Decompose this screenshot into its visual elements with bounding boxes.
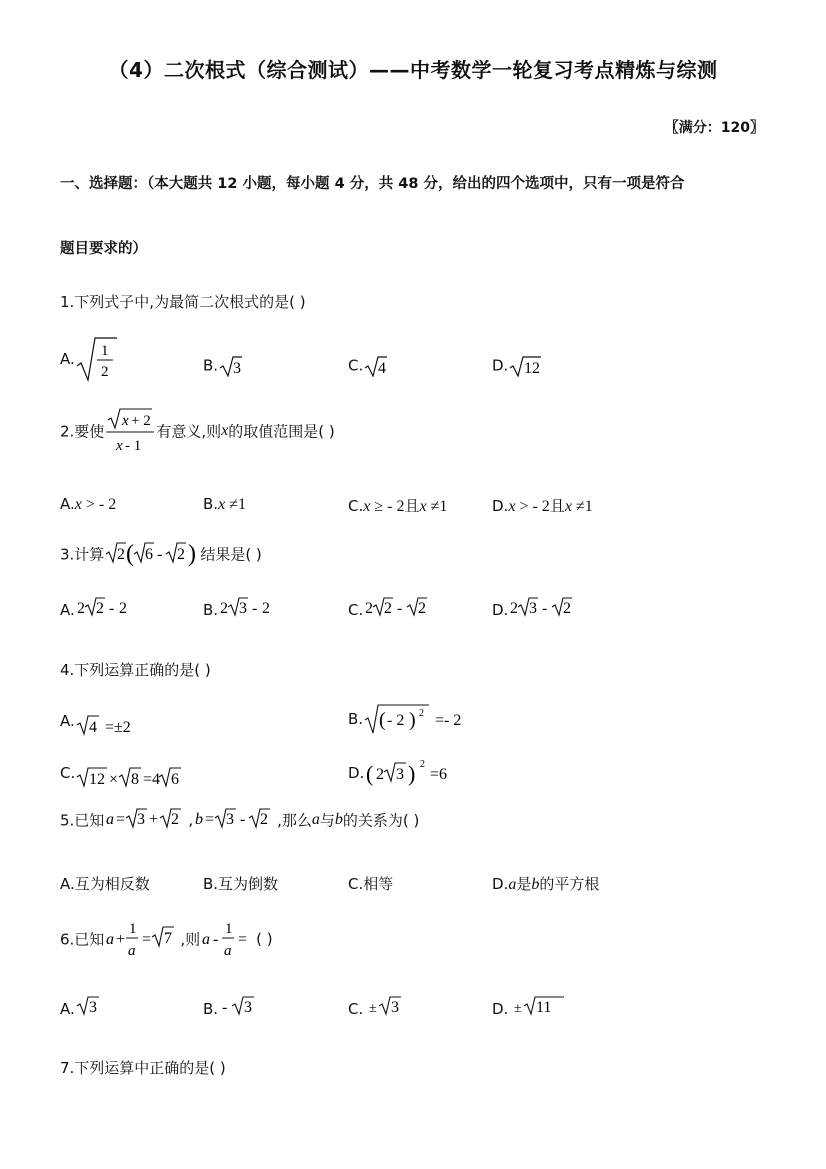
- option-letter: D.: [492, 601, 509, 619]
- option-letter: B.: [203, 495, 219, 513]
- question-2-option-d[interactable]: [492, 495, 593, 516]
- and-word: 且: [404, 497, 420, 515]
- svg-text:b: b: [195, 811, 204, 828]
- stem-text: 的关系为( ): [342, 811, 420, 830]
- svg-text:3: 3: [396, 766, 405, 783]
- fraction-sqrt-x-plus-2-over-x-minus-1: [104, 408, 156, 454]
- option-text: 是: [516, 875, 532, 893]
- option-math: x ≠1: [564, 497, 593, 515]
- variable-a: a: [311, 811, 320, 828]
- svg-text:2: 2: [95, 600, 104, 617]
- svg-text:+: +: [116, 931, 126, 948]
- question-6-option-c[interactable]: [348, 996, 405, 1018]
- option-letter: D.: [492, 497, 509, 515]
- option-letter: B.: [203, 601, 219, 619]
- expr-2sqrt3-squared-equals-6: [364, 757, 464, 789]
- question-2-option-b[interactable]: [203, 495, 246, 514]
- svg-text:1: 1: [225, 921, 233, 937]
- expr-sqrt12-times-sqrt8-equals-4sqrt6: [75, 764, 185, 790]
- svg-text:3: 3: [226, 811, 235, 828]
- svg-text:2: 2: [220, 600, 229, 617]
- question-5-stem: [60, 808, 419, 832]
- svg-text:8: 8: [131, 771, 140, 788]
- svg-text:±: ±: [514, 1001, 523, 1016]
- question-1-option-c[interactable]: [348, 355, 389, 377]
- svg-text:2: 2: [177, 546, 186, 563]
- option-text: 的平方根: [539, 875, 600, 893]
- svg-text:-: -: [542, 600, 548, 617]
- svg-text:±: ±: [369, 1001, 377, 1016]
- svg-text:=±2: =±2: [104, 719, 131, 736]
- svg-text:): ): [188, 541, 197, 567]
- svg-text:2: 2: [171, 811, 180, 828]
- question-5-option-c[interactable]: C.相等: [348, 875, 394, 893]
- expr-pm-sqrt3: [363, 996, 405, 1018]
- svg-text:3: 3: [88, 999, 97, 1016]
- question-5-option-d[interactable]: [492, 873, 599, 894]
- question-4-option-d[interactable]: [348, 757, 464, 789]
- question-3-stem: [60, 540, 262, 568]
- and-word: 且: [549, 497, 565, 515]
- option-math: x ≠1: [419, 497, 448, 515]
- svg-text:(: (: [379, 709, 386, 731]
- svg-text:x: x: [116, 438, 123, 454]
- variable-b: b: [334, 811, 343, 828]
- svg-text:=4: =4: [143, 771, 161, 788]
- question-1-option-a[interactable]: [60, 336, 119, 382]
- option-math: x > - 2: [74, 495, 117, 513]
- option-letter: C.: [348, 356, 364, 375]
- svg-text:=: =: [238, 931, 248, 948]
- expr-a-minus-1-over-a-equals: [200, 917, 256, 961]
- svg-text:-: -: [213, 931, 219, 948]
- svg-text:6: 6: [171, 771, 180, 788]
- svg-text:2: 2: [510, 600, 519, 617]
- sqrt-12: [508, 355, 542, 377]
- svg-text:=: =: [116, 811, 126, 828]
- svg-text:-: -: [222, 999, 228, 1016]
- expr-sqrt2-times-sqrt6-minus-sqrt2: [104, 540, 200, 568]
- svg-text:-: -: [108, 600, 115, 617]
- option-letter: A.: [60, 350, 75, 368]
- svg-text:2: 2: [420, 759, 426, 770]
- stem-text: 有意义,则: [156, 422, 222, 441]
- option-letter: C.: [348, 497, 364, 515]
- option-letter: C.: [348, 1000, 364, 1018]
- option-letter: D.: [492, 356, 509, 375]
- option-letter: A.: [60, 712, 75, 730]
- sqrt-4: [363, 355, 389, 377]
- option-letter: D.: [348, 764, 365, 782]
- svg-text:+: +: [149, 811, 159, 828]
- option-math: x > - 2: [508, 497, 550, 515]
- expr-sqrt3: [75, 996, 103, 1018]
- sqrt-one-half: [75, 336, 119, 382]
- question-6-option-a[interactable]: [60, 996, 103, 1018]
- question-3-option-d[interactable]: [492, 597, 578, 619]
- question-6-option-d[interactable]: [492, 996, 566, 1018]
- question-3-option-c[interactable]: [348, 597, 433, 619]
- svg-text:4: 4: [378, 360, 387, 377]
- expr-b-equals-sqrt3-minus-sqrt2: [193, 808, 277, 832]
- question-4-option-b[interactable]: [348, 702, 473, 736]
- svg-text:7: 7: [164, 930, 173, 947]
- question-5-option-a[interactable]: A.互为相反数: [60, 875, 150, 893]
- question-6-stem: [60, 917, 273, 961]
- svg-text:2: 2: [419, 708, 425, 719]
- svg-text:2: 2: [418, 600, 427, 617]
- svg-text:4: 4: [88, 719, 97, 736]
- svg-text:a: a: [128, 943, 136, 959]
- variable-a: a: [508, 875, 517, 893]
- expr-2sqrt3-minus-sqrt2: [508, 597, 578, 619]
- question-3-option-b[interactable]: [203, 597, 276, 619]
- question-4-option-a[interactable]: [60, 712, 155, 738]
- svg-text:a: a: [224, 943, 232, 959]
- svg-text:2: 2: [76, 600, 85, 617]
- svg-text:-: -: [252, 600, 258, 617]
- sqrt-3: [218, 355, 244, 377]
- expr-a-plus-1-over-a-equals-sqrt7: [104, 917, 180, 961]
- svg-text:-: -: [240, 811, 246, 828]
- svg-text:-: -: [397, 600, 403, 617]
- svg-text:- 1: - 1: [125, 438, 142, 454]
- svg-text:2: 2: [376, 766, 385, 783]
- svg-text:×: ×: [109, 771, 119, 788]
- variable-b: b: [531, 875, 540, 893]
- svg-text:3: 3: [529, 600, 538, 617]
- svg-text:2: 2: [563, 600, 572, 617]
- svg-text:a: a: [106, 811, 115, 828]
- svg-text:=: =: [142, 931, 152, 948]
- svg-text:2: 2: [100, 364, 109, 380]
- question-4-option-c[interactable]: [60, 764, 185, 790]
- stem-text: 6.已知: [60, 930, 105, 949]
- expr-pm-sqrt11: [508, 996, 566, 1018]
- question-2-option-c[interactable]: [348, 495, 447, 516]
- svg-text:6: 6: [145, 546, 154, 563]
- svg-text:+ 2: + 2: [131, 413, 152, 429]
- svg-text:2: 2: [118, 600, 127, 617]
- question-1-stem: 1.下列式子中,为最简二次根式的是( ): [60, 293, 306, 311]
- question-1-option-b[interactable]: [203, 355, 244, 377]
- svg-text:x: x: [122, 413, 129, 429]
- svg-text:3: 3: [233, 360, 242, 377]
- stem-text: 结果是( ): [200, 545, 262, 564]
- svg-text:a: a: [202, 931, 211, 948]
- svg-text:3: 3: [391, 999, 400, 1016]
- expr-2sqrt3-minus-2: [218, 597, 276, 619]
- expr-neg-sqrt3: [218, 996, 256, 1018]
- option-math: x ≥ - 2: [363, 497, 405, 515]
- svg-text:2: 2: [260, 811, 269, 828]
- question-7-stem: 7.下列运算中正确的是( ): [60, 1059, 226, 1077]
- variable-x: x: [221, 422, 229, 439]
- expr-2sqrt2-minus-sqrt2: [363, 597, 433, 619]
- stem-text: 与: [319, 811, 335, 830]
- svg-text:12: 12: [89, 771, 106, 788]
- svg-text:1: 1: [100, 343, 109, 359]
- stem-text: ,: [188, 811, 194, 829]
- stem-text: ( ): [256, 930, 273, 948]
- option-letter: B.: [203, 356, 219, 375]
- svg-text:3: 3: [244, 999, 253, 1016]
- document-title: （4）二次根式（综合测试）——中考数学一轮复习考点精炼与综测: [108, 58, 718, 82]
- option-letter: A.: [60, 1000, 75, 1018]
- option-letter: A.: [60, 495, 75, 513]
- section-heading: 一、选择题：（本大题共 12 小题，每小题 4 分，共 48 分，给出的四个选项中，只有一项是符合: [60, 176, 685, 192]
- option-letter: C.: [348, 601, 364, 619]
- svg-text:12: 12: [524, 360, 541, 377]
- question-1-option-d[interactable]: [492, 355, 542, 377]
- svg-text:2: 2: [117, 546, 126, 563]
- option-letter: D.: [492, 875, 509, 893]
- option-letter: D.: [492, 1000, 509, 1018]
- stem-text: 3.计算: [60, 545, 105, 564]
- svg-text:(: (: [126, 541, 135, 567]
- stem-text: ,则: [180, 930, 201, 949]
- svg-text:=6: =6: [430, 766, 448, 783]
- expr-2sqrt2-minus-2: [75, 597, 133, 619]
- svg-text:2: 2: [384, 600, 393, 617]
- option-letter: A.: [60, 601, 75, 619]
- question-2-option-a[interactable]: [60, 495, 116, 514]
- option-math: x ≠1: [218, 495, 246, 513]
- stem-text: ,那么: [277, 811, 312, 830]
- svg-text:-: -: [157, 546, 163, 563]
- svg-text:2: 2: [262, 600, 271, 617]
- full-score-label: 〖满分：120〗: [664, 120, 764, 136]
- stem-text: 5.已知: [60, 811, 105, 830]
- stem-text: 的取值范围是( ): [228, 422, 335, 441]
- svg-text:): ): [408, 761, 416, 786]
- expr-a-equals-sqrt3-plus-sqrt2: [104, 808, 188, 832]
- svg-text:3: 3: [239, 600, 248, 617]
- svg-text:3: 3: [137, 811, 146, 828]
- section-heading-continued: 题目要求的）: [60, 241, 147, 257]
- svg-text:a: a: [106, 931, 115, 948]
- option-letter: C.: [60, 764, 76, 782]
- option-letter: B.: [348, 710, 364, 728]
- expr-sqrt4-equals-pm2: [75, 712, 155, 738]
- svg-text:2: 2: [365, 600, 374, 617]
- option-letter: B.: [203, 1000, 219, 1018]
- question-5-option-b[interactable]: B.互为倒数: [203, 875, 279, 893]
- svg-text:): ): [409, 709, 416, 731]
- svg-text:1: 1: [129, 921, 137, 937]
- svg-text:=: =: [205, 811, 215, 828]
- svg-text:11: 11: [536, 999, 552, 1016]
- question-4-stem: 4.下列运算正确的是( ): [60, 661, 211, 679]
- question-3-option-a[interactable]: [60, 597, 133, 619]
- question-6-option-b[interactable]: [203, 996, 256, 1018]
- svg-text:(: (: [366, 761, 374, 786]
- stem-text: 2.要使: [60, 422, 105, 441]
- expr-sqrt-neg2-squared-equals-neg2: [363, 702, 473, 736]
- svg-text:=- 2: =- 2: [435, 712, 462, 729]
- question-2-stem: [60, 408, 335, 454]
- svg-text:- 2: - 2: [387, 712, 405, 729]
